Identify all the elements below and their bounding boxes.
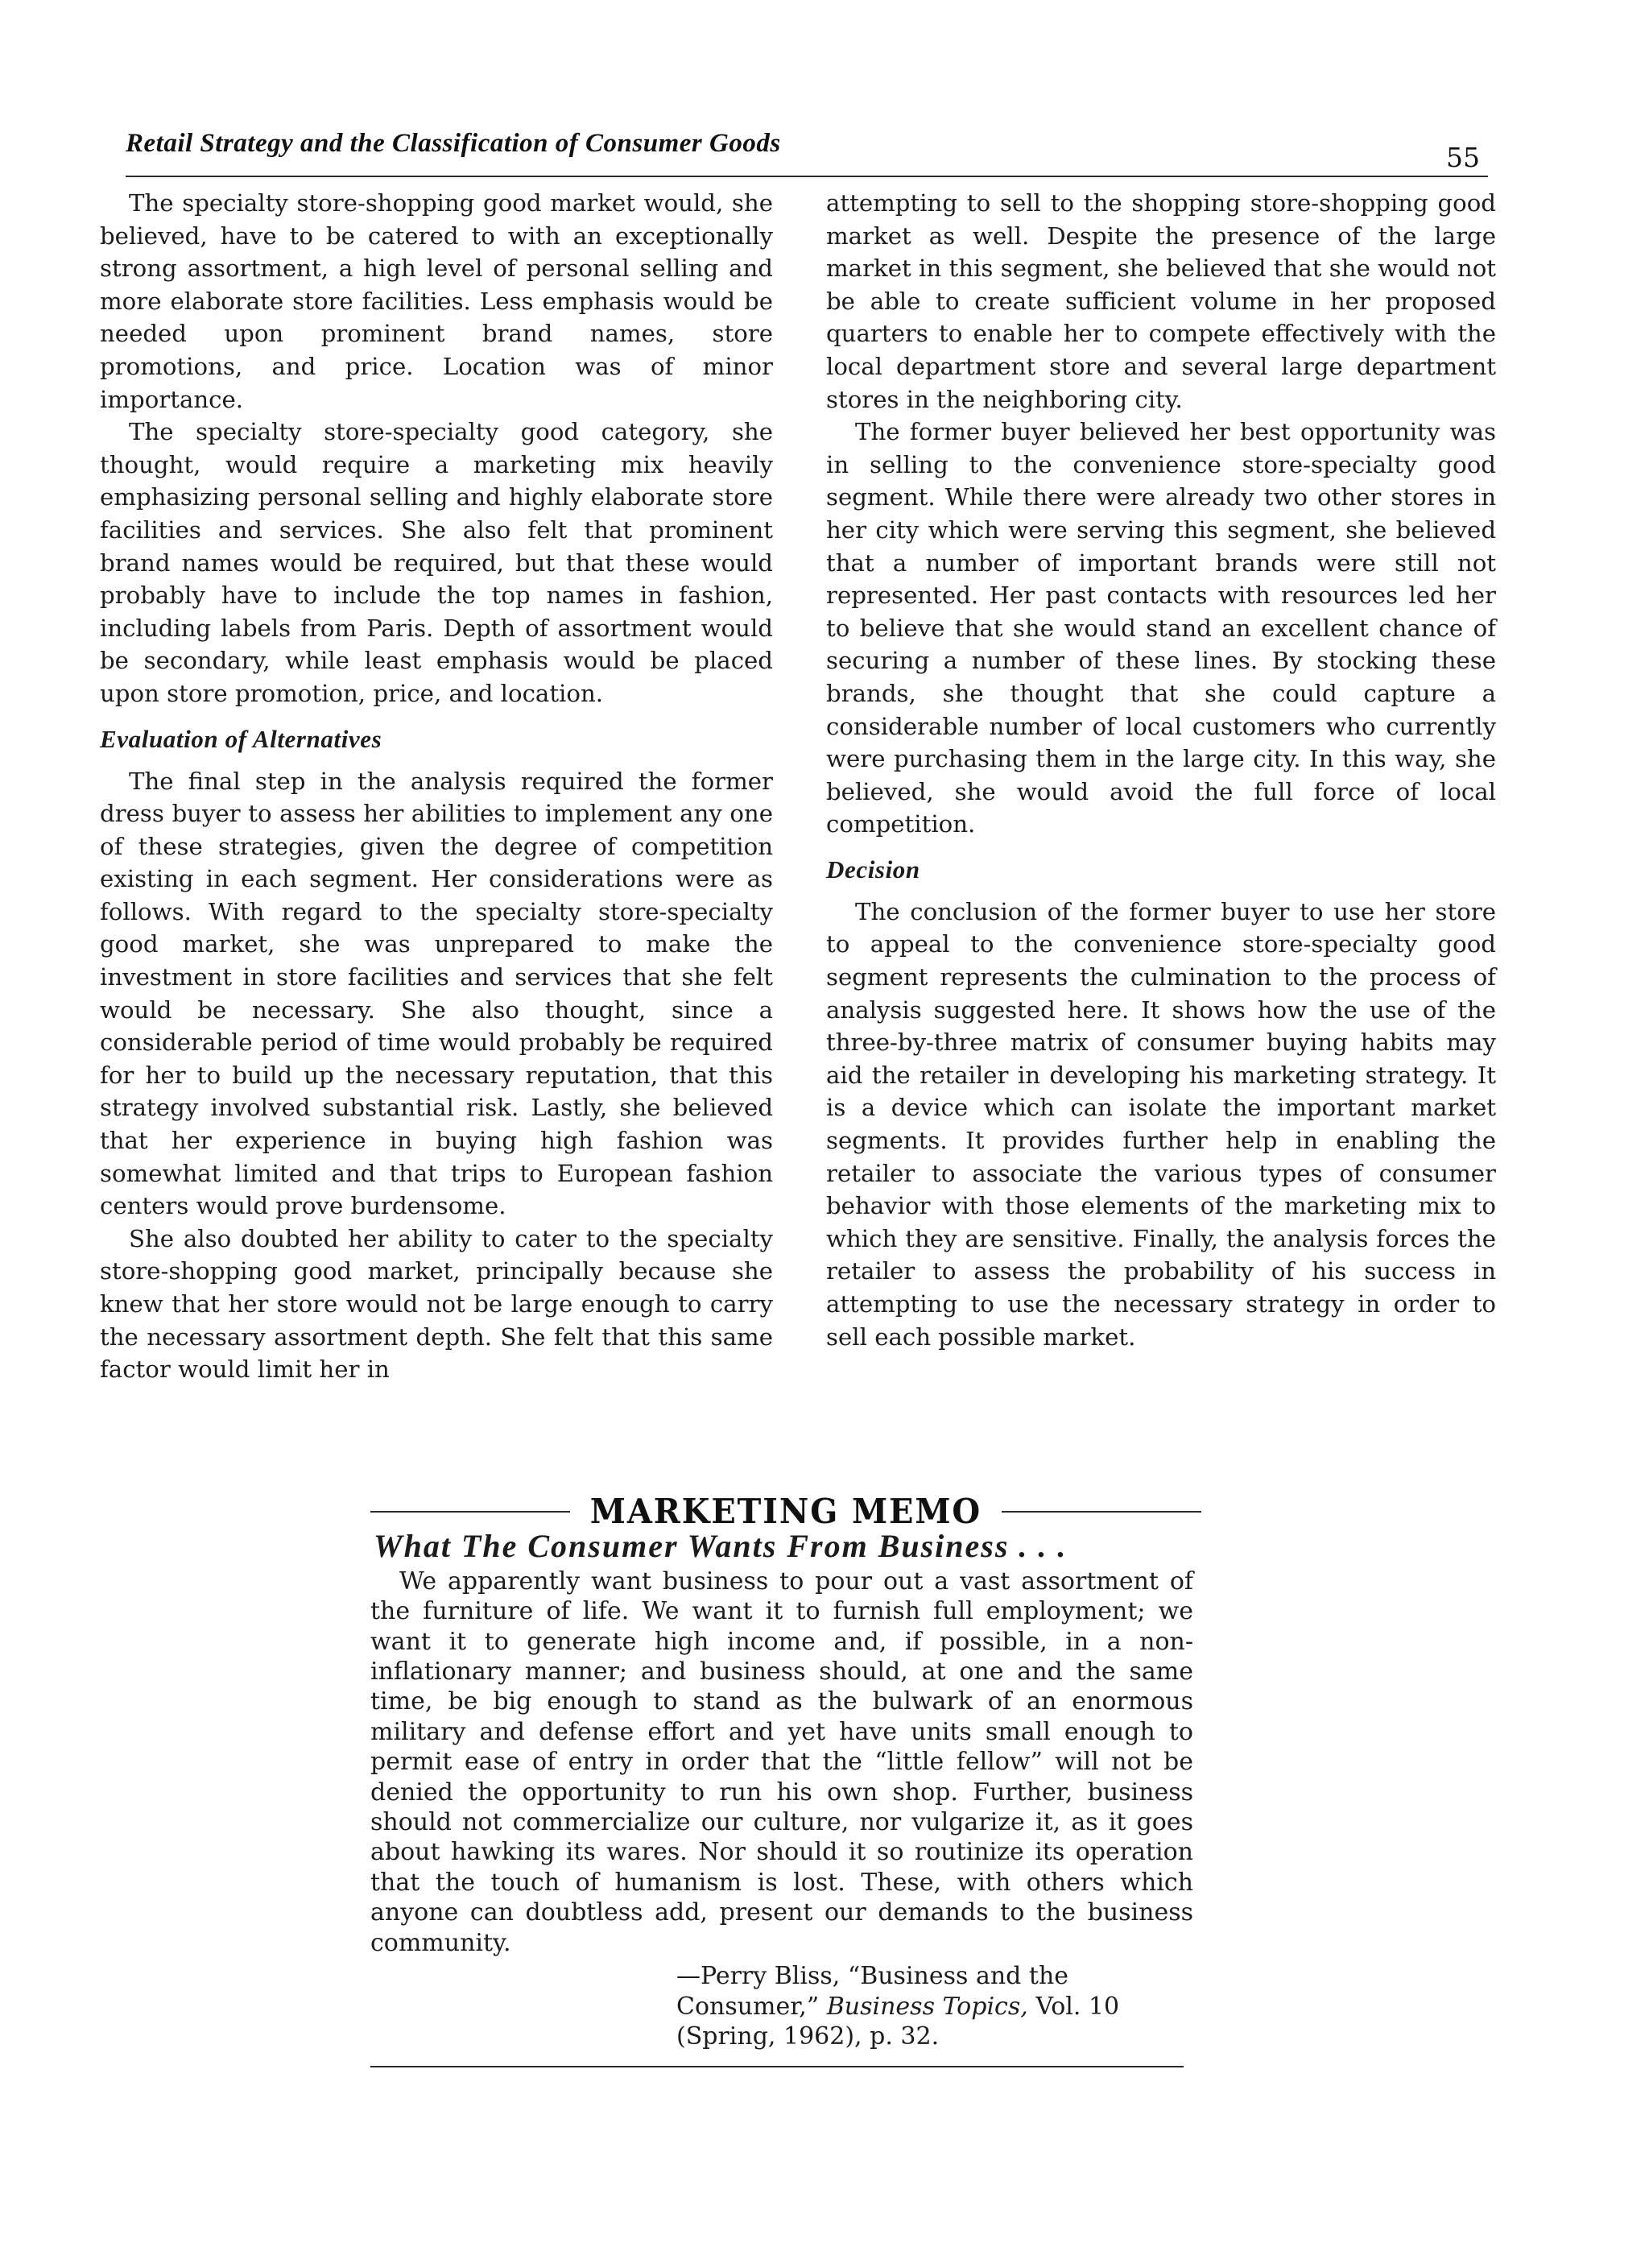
paragraph: The final step in the analysis required the former dress buyer to assess her abilities to implement any one of these strategies, given the degree of competition existing in each segment. Her considerations were as follows. With regard to the specialty store-specialty good market, she was unprepared to make the investment in store facilities and services that she felt would be necessary. She also thought, since a considerable period of time would probably be required for her to build up the necessary reputation, that this strategy involved substantial risk. Lastly, she believed that her experience in buying high fashion was somewhat limited and that trips to European fashion centers would prove burdensome. [100, 767, 773, 1220]
right-column [826, 187, 1496, 1353]
memo-subtitle: What The Consumer Wants From Business . . . [374, 1528, 1068, 1565]
section-heading-evaluation: Evaluation of Alternatives [100, 724, 382, 753]
memo-title: MARKETING MEMO [589, 1492, 982, 1531]
marketing-memo-box [370, 1492, 1201, 2067]
memo-citation [676, 1961, 1201, 2051]
paragraph: The former buyer believed her best opportunity was in selling to the convenience store-specialty good segment. While there were already two other stores in her city which were serving this segment, she believed that a number of important brands were still not represented. Her past contacts with resources led her to believe that she would stand an excellent chance of securing a number of these lines. By stocking these brands, she thought that she could capture a considerable number of local customers who currently were purchasing them in the large city. In this way, she believed, she would avoid the full force of local competition. [826, 418, 1496, 838]
paragraph: The conclusion of the former buyer to use her store to appeal to the convenience store-specialty good segment represents the culmination to the process of analysis suggested here. It shows how the use of the three-by-three matrix of consumer buying habits may aid the retailer in developing his marketing strategy. It is a device which can isolate the important market segments. It provides further help in enabling the retailer to associate the various types of consumer behavior with those elements of the marketing mix to which they are sensitive. Finally, the analysis forces the retailer to assess the probability of his success in attempting to use the necessary strategy in order to sell each possible market. [826, 897, 1496, 1351]
memo-title-rule-right [1002, 1511, 1201, 1513]
paragraph: She also doubted her ability to cater to the specialty store-shopping good market, principally because she knew that her store would not be large enough to carry the necessary assortment depth. She felt that this same factor would limit her in [100, 1224, 773, 1384]
running-head: Retail Strategy and the Classification of Consumer Goods [126, 129, 781, 158]
citation-details: Vol. 10 (Spring, 1962), p. 32. [676, 1992, 1120, 2051]
memo-title-rule-left [370, 1511, 570, 1513]
header-rule [126, 176, 1488, 177]
citation-author-title: —Perry Bliss, “Business and the Consumer,” [676, 1962, 1069, 2021]
memo-bottom-rule [370, 2066, 1184, 2067]
citation-journal: Business Topics, [826, 1992, 1028, 2021]
paragraph: The specialty store-shopping good market would, she believed, have to be catered to with an exceptionally strong assortment, a high level of personal selling and more elaborate store facilities. Less emphasis would be needed upon prominent brand names, store promotions, and price. Location was of minor importance. [100, 189, 773, 413]
memo-body: We apparently want business to pour out a vast assortment of the furniture of life. We want it to furnish full employment; we want it to generate high income and, if possible, in a non-inflationary manner; and business should, at one and the same time, be big enough to stand as the bulwark of an enormous military and defense effort and yet have units small enough to permit ease of entry in order that the “little fellow” will not be denied the opportunity to run his own shop. Further, business should not commercialize our culture, nor vulgarize it, as it goes about hawking its wares. Nor should it so routinize its operation that the touch of humanism is lost. These, with others which anyone can doubtless add, present our demands to the business community. [370, 1566, 1193, 1957]
left-column [100, 187, 773, 1386]
page-number: 55 [1446, 142, 1480, 173]
paragraph: The specialty store-specialty good category, she thought, would require a marketing mix heavily emphasizing personal selling and highly elaborate store facilities and services. She also felt that prominent brand names would be required, but that these would probably have to include the top names in fashion, including labels from Paris. Depth of assortment would be secondary, while least emphasis would be placed upon store promotion, price, and location. [100, 418, 773, 707]
paragraph: attempting to sell to the shopping store-shopping good market as well. Despite the presence of the large market in this segment, she believed that she would not be able to create sufficient volume in her proposed quarters to enable her to compete effectively with the local department store and several large department stores in the neighboring city. [826, 189, 1496, 413]
section-heading-decision: Decision [826, 855, 920, 884]
memo-title-row [370, 1492, 1201, 1531]
